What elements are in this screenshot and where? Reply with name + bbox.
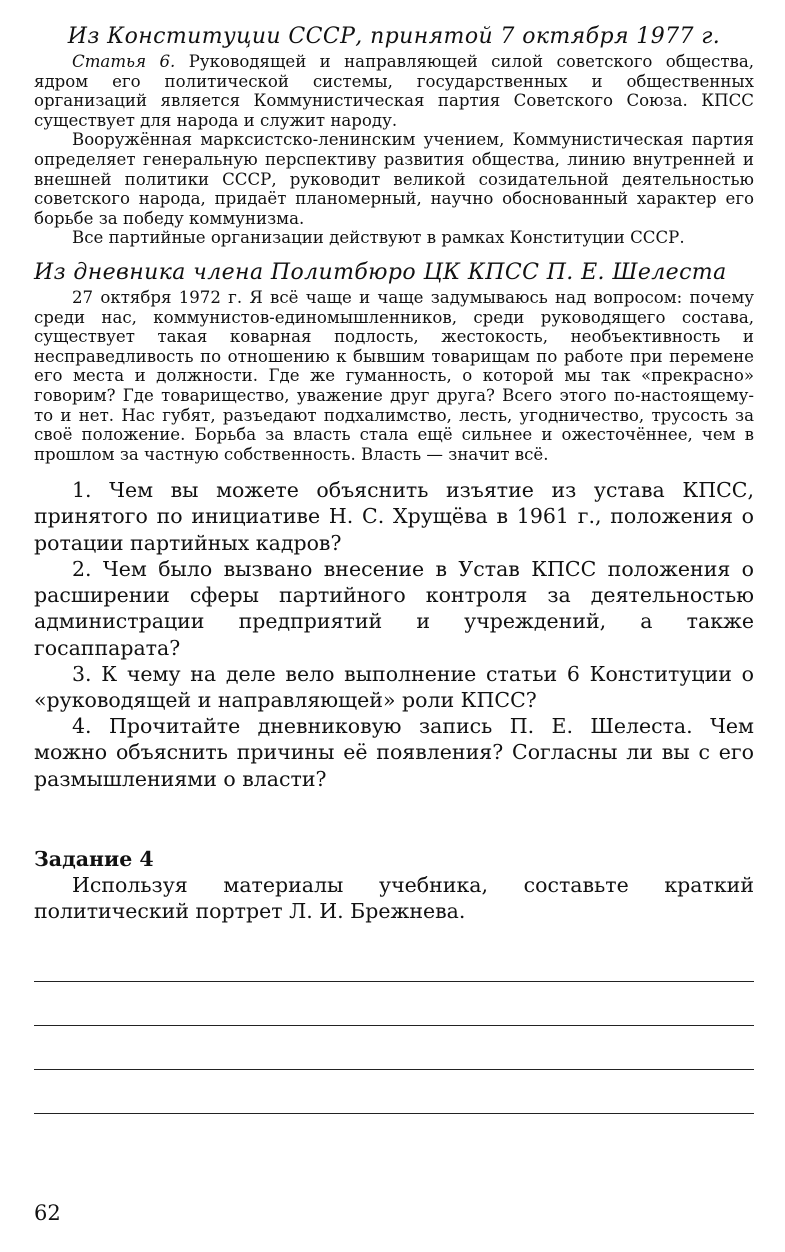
question-list	[34, 477, 754, 791]
article-6-paragraph-3: Все партийные организации действуют в рамках Конституции СССР.	[72, 228, 685, 248]
task-title: Задание 4	[34, 846, 154, 871]
page-number: 62	[34, 1201, 61, 1225]
textbook-page	[34, 22, 754, 1114]
article-6-paragraph-2: Вооружённая марксистско-ленинским учением, Коммунистическая партия определяет генеральную перспективу развития общества, линию внутренней и внешней политики СССР, руководит великой созидательной деятельностью советского народа, придаёт планомерный, научно обоснованный характер его борьбе за победу коммунизма.	[34, 130, 754, 228]
diary-heading: Из дневника члена Политбюро ЦК КПСС П. Е. Шелеста	[34, 259, 727, 285]
answer-line[interactable]	[34, 938, 754, 982]
answer-line[interactable]	[34, 982, 754, 1026]
article-label: Статья 6.	[72, 52, 176, 71]
question-item: 2. Чем было вызвано внесение в Устав КПСС положения о расширении сферы партийного контроля за деятельностью администрации предприятий и учреждений, а также госаппарата?	[34, 556, 754, 660]
answer-lines[interactable]	[34, 938, 754, 1114]
answer-line[interactable]	[34, 1026, 754, 1070]
question-item: 1. Чем вы можете объяснить изъятие из устава КПСС, принятого по инициативе Н. С. Хрущёва в 1961 г., положения о ротации партийных кадров?	[34, 478, 754, 555]
question-item: 4. Прочитайте дневниковую запись П. Е. Шелеста. Чем можно объяснить причины её появления? Согласны ли вы с его размышлениями о власти?	[34, 714, 754, 791]
article-text: Руководящей и направляющей силой советского общества, ядром его политической системы, государственных и общественных организаций является Коммунистическая партия Советского Союза. КПСС существует для народа и служит народу.	[34, 52, 755, 130]
article-6-paragraph-1	[34, 52, 754, 130]
diary-text: 27 октября 1972 г. Я всё чаще и чаще задумываюсь над вопросом: почему среди нас, коммунистов-единомышленников, среди руководящего состава, существует такая коварная подлость, жестокость, необъективность и несправедливость по отношению к бывшим товарищам по работе при перемене его места и должности. Где же гуманность, о которой мы так «прекрасно» говорим? Где товарищество, уважение друг друга? Всего этого по-настоящему-то и нет. Нас губят, разъедают подхалимство, лесть, угодничество, трусость за своё положение. Борьба за власть стала ещё сильнее и ожесточённее, чем в прошлом за частную собственность. Власть — значит всё.	[34, 287, 754, 464]
constitution-heading: Из Конституции СССР, принятой 7 октября 1977 г.	[67, 24, 721, 49]
question-item: 3. К чему на деле вело выполнение статьи 6 Конституции о «руководящей и направляющей» роли КПСС?	[34, 661, 754, 712]
answer-line[interactable]	[34, 1070, 754, 1114]
task-text: Используя материалы учебника, составьте краткий политический портрет Л. И. Брежнева.	[34, 872, 754, 923]
